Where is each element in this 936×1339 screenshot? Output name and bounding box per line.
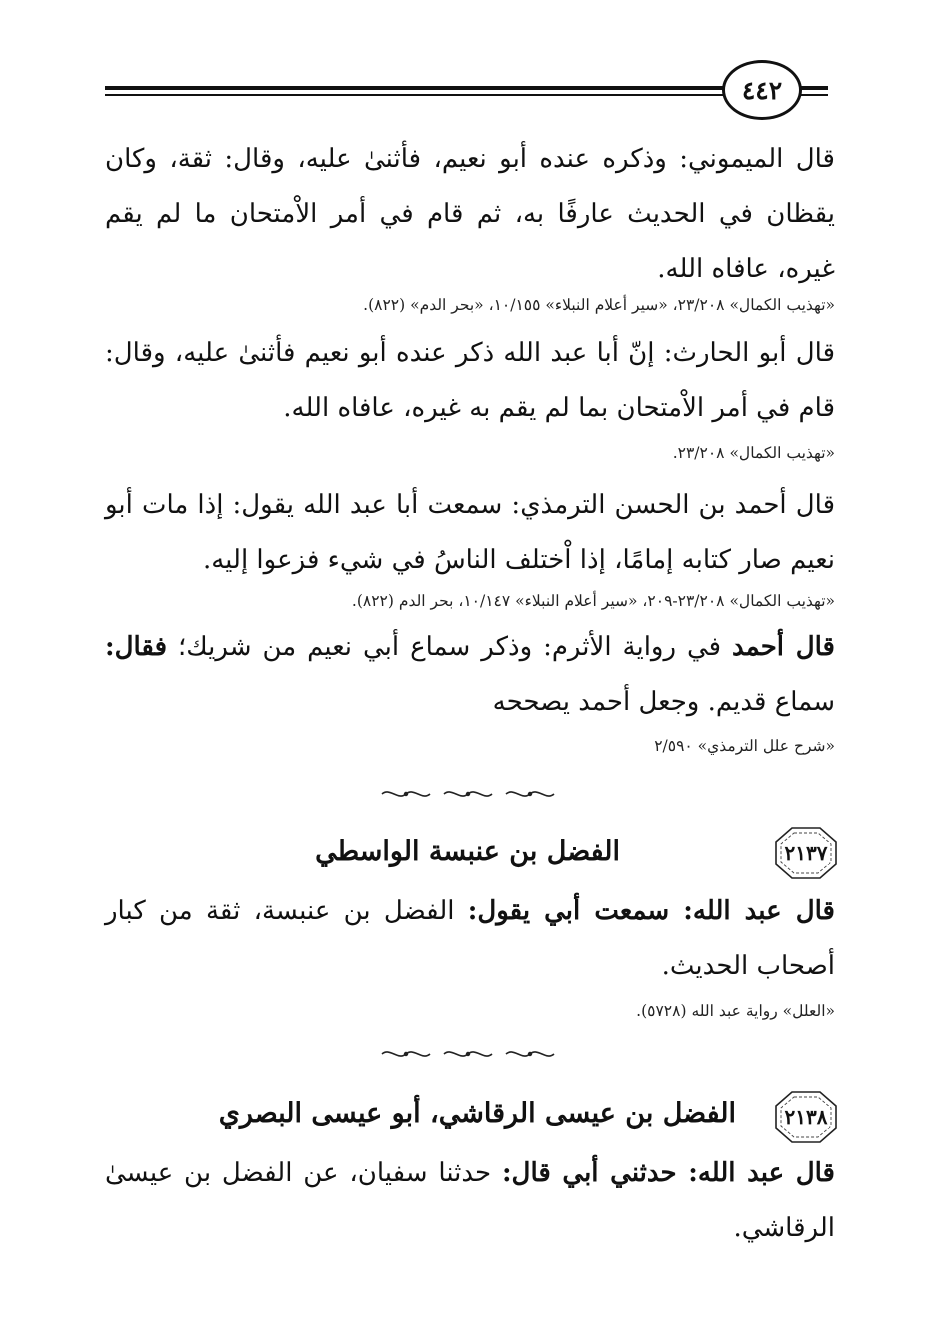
floral-separator-icon [442,1047,494,1061]
entry-title: الفضل بن عيسى الرقاشي، أبو عيسى البصري [218,1098,736,1129]
paragraph-maymuni [105,132,835,297]
header-rule-right-thin [798,94,828,96]
floral-separator [380,786,556,802]
citation-note [105,998,835,1024]
entry-number: ٢١٣٧ [784,841,828,865]
floral-separator-icon [380,1047,432,1061]
paragraph-lead: قال أحمد [732,632,835,662]
floral-separator-icon [380,787,432,801]
header-rule-right-thick [798,86,828,90]
entry-title: الفضل بن عنبسة الواسطي [315,836,620,867]
paragraph-text: في رواية الأثرم: وذكر سماع أبي نعيم من شريك؛ [167,632,733,662]
entry-heading [315,836,620,867]
citation-text: «العلل» رواية عبد الله (٥٧٢٨). [636,1002,835,1020]
entry-heading [219,1098,736,1129]
floral-separator-icon [504,1047,556,1061]
entry-text [105,884,835,994]
citation-text: «تهذيب الكمال» ٢٣/٢٠٨. [672,444,835,462]
entry-number-badge [774,1090,838,1144]
entry-number-badge [774,826,838,880]
page-number: ٤٤٢ [741,75,783,105]
citation-note [105,588,835,614]
entry-text-lead: قال عبد الله: حدثني أبي قال: [501,1158,835,1188]
page-number-badge [722,60,802,120]
paragraph-text: قال أحمد بن الحسن الترمذي: سمعت أبا عبد الله يقول: إذا مات أبو نعيم صار كتابه إمامًا، إذا اْختلف الناسُ في شيء فزعوا إليه. [105,490,835,575]
paragraph-text: قال الميموني: وذكره عنده أبو نعيم، فأثنىٰ عليه، وقال: ثقة، وكان يقظان في الحديث عارفًا به، ثم قام في أمر الاْمتحان ما لم يقم غيره، عافاه الله. [105,144,835,284]
entry-text-lead: قال عبد الله: سمعت أبي يقول: [467,896,835,926]
citation-note [105,440,835,466]
citation-note [105,292,835,318]
paragraph-text: سماع قديم. وجعل أحمد يصححه [492,687,835,717]
entry-text [105,1146,835,1256]
header-rule-thin [105,94,741,96]
paragraph-athram [105,620,835,730]
paragraph-emphasis: فقال: [105,632,167,662]
citation-text: «تهذيب الكمال» ٢٣/٢٠٨-٢٠٩، «سير أعلام النبلاء» ١٠/١٤٧، بحر الدم (٨٢٢). [351,592,835,610]
entry-number: ٢١٣٨ [784,1105,828,1129]
floral-separator-icon [504,787,556,801]
paragraph-text: قال أبو الحارث: إنّ أبا عبد الله ذكر عنده أبو نعيم فأثنىٰ عليه، وقال: قام في أمر الاْمتحان بما لم يقم به غيره، عافاه الله. [105,338,835,423]
floral-separator-icon [442,787,494,801]
entry-text-body: حدثنا سفيان، عن الفضل بن عيسىٰ الرقاشي. [105,1158,835,1243]
paragraph-abu-al-harith [105,326,835,436]
citation-text: «شرح علل الترمذي» ٢/٥٩٠ [654,737,835,755]
paragraph-tirmidhi [105,478,835,588]
entry-text-body: الفضل بن عنبسة، ثقة من كبار أصحاب الحديث. [105,896,835,981]
citation-note [105,733,835,759]
citation-text: «تهذيب الكمال» ٢٣/٢٠٨، «سير أعلام النبلاء» ١٠/١٥٥، «بحر الدم» (٨٢٢). [363,296,835,314]
header-rule-thick [105,86,741,90]
floral-separator [380,1046,556,1062]
